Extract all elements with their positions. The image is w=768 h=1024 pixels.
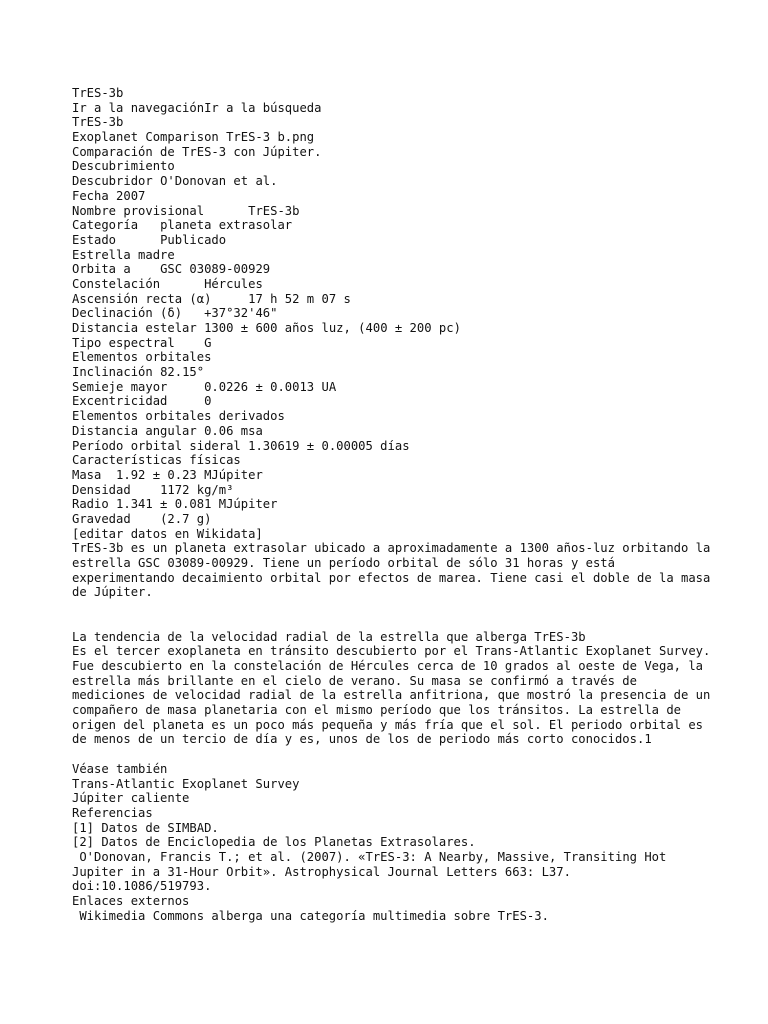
infobox-row xyxy=(72,336,712,351)
infobox-row xyxy=(72,262,712,277)
row-value: 2007 xyxy=(116,188,146,203)
row-label: Declinación (δ) xyxy=(72,306,183,321)
infobox-image-link[interactable]: Exoplanet Comparison TrES-3 b.png xyxy=(72,130,315,145)
page-title: TrES-3b xyxy=(72,86,124,100)
article xyxy=(72,86,712,923)
discovery-header: Descubrimiento xyxy=(72,159,175,174)
row-label: Gravedad xyxy=(72,511,131,526)
row-value: 0 xyxy=(204,394,212,409)
row-label: Distancia estelar xyxy=(72,321,197,335)
host-star-link[interactable]: GSC 03089-00929 xyxy=(160,262,271,277)
row-label: Densidad xyxy=(72,482,131,497)
infobox-title: TrES-3b xyxy=(72,115,124,130)
row-label: Estado xyxy=(72,232,117,247)
see-also-link[interactable]: Trans-Atlantic Exoplanet Survey xyxy=(72,776,300,791)
infobox-row xyxy=(72,174,712,189)
infobox-row xyxy=(72,218,712,233)
row-label: Inclinación xyxy=(72,365,153,380)
skip-to-search-link[interactable]: Ir a la búsqueda xyxy=(204,100,322,115)
row-label: Masa xyxy=(72,467,102,482)
infobox-row xyxy=(72,394,712,409)
row-label: Orbita a xyxy=(72,262,131,277)
row-value: planeta extrasolar xyxy=(160,218,293,233)
infobox-row xyxy=(72,468,712,483)
commons-link[interactable]: Wikimedia Commons alberga una categoría multimedia sobre TrES-3. xyxy=(72,908,549,923)
skip-links xyxy=(72,101,712,116)
row-label: Nombre provisional xyxy=(72,203,205,218)
infobox-row xyxy=(72,233,712,248)
reference-item[interactable]: [1] Datos de SIMBAD. xyxy=(72,820,219,835)
infobox-row xyxy=(72,189,712,204)
row-value: TrES-3b xyxy=(248,203,300,218)
infobox-row xyxy=(72,321,712,336)
body-paragraph: Es el tercer exoplaneta en tránsito descubierto por el Trans-Atlantic Exoplanet Survey. Fue descubierto en la constelación de Hércules cerca de 10 grados al oeste de Vega, la estrella más brillante en el cielo de verano. Su masa se confirmó a través de mediciones de velocidad radial de la estrella anfitriona, que mostró la presencia de un compañero de masa planetaria con el mismo período que los tránsitos. La estrella de origen del planeta es un poco más pequeña y más fría que el sol. El periodo orbital es de menos de un tercio de día y es, unos de los de periodo más corto conocidos.1 xyxy=(72,644,711,747)
infobox-row xyxy=(72,365,712,380)
row-label: Ascensión recta (α) xyxy=(72,291,212,306)
infobox-row xyxy=(72,497,712,512)
infobox-row xyxy=(72,380,712,395)
infobox-row xyxy=(72,439,712,454)
infobox-row xyxy=(72,292,712,307)
see-also-link[interactable]: Júpiter caliente xyxy=(72,791,190,806)
star-header: Estrella madre xyxy=(72,247,175,262)
infobox-row xyxy=(72,306,712,321)
intro-paragraph: TrES-3b es un planeta extrasolar ubicado a aproximadamente a 1300 años-luz orbitando la estrella GSC 03089-00929. Tiene un período orbital de sólo 31 horas y está experimentando decaimiento orbital por efectos de marea. Tiene casi el doble de la masa de Júpiter. xyxy=(72,541,711,600)
row-label: Constelación xyxy=(72,276,161,291)
row-value: 1.30619 ± 0.00005 días xyxy=(248,438,410,453)
physical-header: Características físicas xyxy=(72,453,241,468)
row-value: 0.06 msa xyxy=(204,423,263,438)
infobox-row xyxy=(72,424,712,439)
references-header: Referencias xyxy=(72,805,153,820)
skip-to-navigation-link[interactable]: Ir a la navegación xyxy=(72,100,205,115)
infobox-row xyxy=(72,483,712,498)
row-label: Fecha xyxy=(72,188,109,203)
row-value: (2.7 g) xyxy=(160,511,212,526)
edit-wikidata-link[interactable]: [editar datos en Wikidata] xyxy=(72,526,263,541)
row-value: 1300 ± 600 años luz, (400 ± 200 pc) xyxy=(204,321,461,335)
reference-item[interactable]: [2] Datos de Enciclopedia de los Planetas Extrasolares. xyxy=(72,835,476,850)
row-label: Categoría xyxy=(72,218,139,233)
infobox-row xyxy=(72,277,712,292)
row-label: Distancia angular xyxy=(72,423,197,438)
infobox-image-caption: Comparación de TrES-3 con Júpiter. xyxy=(72,144,322,159)
row-label: Semieje mayor xyxy=(72,379,168,394)
row-value: 1.92 ± 0.23 MJúpiter xyxy=(116,467,263,482)
row-label: Excentricidad xyxy=(72,394,168,409)
row-value: +37°32'46" xyxy=(204,306,278,321)
row-value: 1.341 ± 0.081 MJúpiter xyxy=(116,497,278,512)
see-also-header: Véase también xyxy=(72,761,168,776)
row-value: 1172 kg/m³ xyxy=(160,482,234,497)
row-value: Publicado xyxy=(160,232,227,247)
row-value: 82.15° xyxy=(160,365,205,380)
constellation-link[interactable]: Hércules xyxy=(204,276,263,291)
row-value: 17 h 52 m 07 s xyxy=(248,291,351,306)
orbital-header: Elementos orbitales xyxy=(72,350,212,365)
row-label: Período orbital sideral xyxy=(72,438,241,453)
derived-header: Elementos orbitales derivados xyxy=(72,409,285,424)
row-value: O'Donovan et al. xyxy=(160,174,278,189)
row-value: G xyxy=(204,335,212,350)
row-label: Descubridor xyxy=(72,174,153,189)
infobox-row xyxy=(72,204,712,219)
infobox-row xyxy=(72,512,712,527)
figure-caption: La tendencia de la velocidad radial de la estrella que alberga TrES-3b xyxy=(72,629,586,644)
row-label: Tipo espectral xyxy=(72,335,175,350)
reference-item[interactable]: O'Donovan, Francis T.; et al. (2007). «TrES-3: A Nearby, Massive, Transiting Hot Jupiter in a 31-Hour Orbit». Astrophysical Journal Letters 663: L37. doi:10.1086/519793. xyxy=(72,849,674,894)
row-label: Radio xyxy=(72,497,109,512)
external-links-header: Enlaces externos xyxy=(72,894,190,909)
row-value: 0.0226 ± 0.0013 UA xyxy=(204,379,337,394)
